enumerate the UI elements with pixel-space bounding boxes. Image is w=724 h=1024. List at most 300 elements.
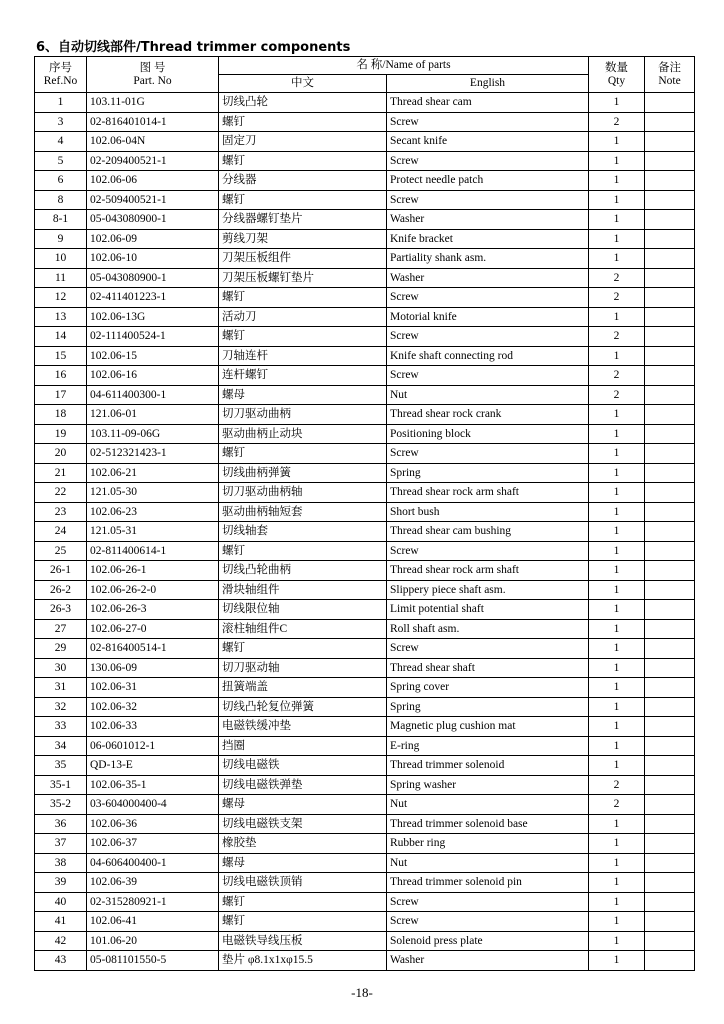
table-row <box>35 951 695 971</box>
name-cn-cell: 垫片 φ8.1x1xφ15.5 <box>219 951 387 971</box>
note-cell <box>645 171 695 191</box>
part-no-cell: 05-043080900-1 <box>87 210 219 230</box>
qty-cell: 2 <box>589 288 645 308</box>
note-cell <box>645 658 695 678</box>
qty-cell: 1 <box>589 658 645 678</box>
name-en-cell: Screw <box>387 327 589 347</box>
ref-no-cell: 31 <box>35 678 87 698</box>
note-cell <box>645 249 695 269</box>
ref-no-cell: 3 <box>35 112 87 132</box>
qty-cell: 1 <box>589 756 645 776</box>
ref-no-cell: 19 <box>35 424 87 444</box>
qty-cell: 1 <box>589 697 645 717</box>
note-cell <box>645 268 695 288</box>
qty-cell: 1 <box>589 541 645 561</box>
note-cell <box>645 229 695 249</box>
part-no-cell: 05-081101550-5 <box>87 951 219 971</box>
name-cn-cell: 螺母 <box>219 853 387 873</box>
name-en-cell: Spring cover <box>387 678 589 698</box>
name-cn-cell: 切刀驱动曲柄 <box>219 405 387 425</box>
name-cn-cell: 螺钉 <box>219 444 387 464</box>
table-row <box>35 483 695 503</box>
note-cell <box>645 834 695 854</box>
qty-cell: 1 <box>589 931 645 951</box>
table-row <box>35 405 695 425</box>
qty-cell: 1 <box>589 171 645 191</box>
qty-cell: 1 <box>589 444 645 464</box>
qty-cell: 1 <box>589 561 645 581</box>
qty-cell: 1 <box>589 580 645 600</box>
table-row <box>35 678 695 698</box>
note-cell <box>645 697 695 717</box>
ref-no-cell: 23 <box>35 502 87 522</box>
part-no-cell: 02-816401014-1 <box>87 112 219 132</box>
part-no-cell: 121.06-01 <box>87 405 219 425</box>
table-row <box>35 814 695 834</box>
name-en-cell: Rubber ring <box>387 834 589 854</box>
ref-no-cell: 27 <box>35 619 87 639</box>
table-row <box>35 385 695 405</box>
qty-cell: 2 <box>589 795 645 815</box>
part-no-cell: 102.06-16 <box>87 366 219 386</box>
name-cn-cell: 切线电磁铁支架 <box>219 814 387 834</box>
name-cn-cell: 分线器螺钉垫片 <box>219 210 387 230</box>
name-cn-cell: 螺钉 <box>219 541 387 561</box>
ref-no-cell: 43 <box>35 951 87 971</box>
ref-no-cell: 38 <box>35 853 87 873</box>
name-en-cell: Screw <box>387 288 589 308</box>
qty-cell: 1 <box>589 912 645 932</box>
name-cn-cell: 螺钉 <box>219 151 387 171</box>
note-cell <box>645 463 695 483</box>
ref-no-cell: 18 <box>35 405 87 425</box>
header-part-cn: 图 号 <box>139 61 166 74</box>
part-no-cell: 02-411401223-1 <box>87 288 219 308</box>
table-row <box>35 892 695 912</box>
qty-cell: 1 <box>589 639 645 659</box>
note-cell <box>645 522 695 542</box>
table-row <box>35 307 695 327</box>
part-no-cell: 102.06-21 <box>87 463 219 483</box>
ref-no-cell: 40 <box>35 892 87 912</box>
ref-no-cell: 26-1 <box>35 561 87 581</box>
part-no-cell: 04-606400400-1 <box>87 853 219 873</box>
name-cn-cell: 切线轴套 <box>219 522 387 542</box>
name-en-cell: Thread trimmer solenoid <box>387 756 589 776</box>
name-cn-cell: 驱动曲柄止动块 <box>219 424 387 444</box>
table-row <box>35 463 695 483</box>
name-cn-cell: 扭簧端盖 <box>219 678 387 698</box>
note-cell <box>645 931 695 951</box>
ref-no-cell: 13 <box>35 307 87 327</box>
part-no-cell: 103.11-01G <box>87 93 219 113</box>
parts-table <box>34 56 695 971</box>
qty-cell: 1 <box>589 522 645 542</box>
table-row <box>35 600 695 620</box>
ref-no-cell: 35-2 <box>35 795 87 815</box>
table-row <box>35 444 695 464</box>
ref-no-cell: 32 <box>35 697 87 717</box>
part-no-cell: 102.06-41 <box>87 912 219 932</box>
name-en-cell: Spring washer <box>387 775 589 795</box>
table-row <box>35 580 695 600</box>
page-title: 6、自动切线部件/Thread trimmer components <box>36 40 351 55</box>
name-en-cell: Magnetic plug cushion mat <box>387 717 589 737</box>
part-no-cell: 130.06-09 <box>87 658 219 678</box>
part-no-cell: 02-209400521-1 <box>87 151 219 171</box>
name-en-cell: Screw <box>387 112 589 132</box>
table-row <box>35 717 695 737</box>
table-row <box>35 268 695 288</box>
header-qty-en: Qty <box>607 74 626 87</box>
part-no-cell: 102.06-26-1 <box>87 561 219 581</box>
name-en-cell: Spring <box>387 463 589 483</box>
name-en-cell: Positioning block <box>387 424 589 444</box>
name-en-cell: Slippery piece shaft asm. <box>387 580 589 600</box>
name-cn-cell: 电磁铁导线压板 <box>219 931 387 951</box>
note-cell <box>645 366 695 386</box>
ref-no-cell: 10 <box>35 249 87 269</box>
qty-cell: 1 <box>589 210 645 230</box>
table-row <box>35 834 695 854</box>
table-row <box>35 171 695 191</box>
name-en-cell: Nut <box>387 385 589 405</box>
table-row <box>35 229 695 249</box>
part-no-cell: 02-315280921-1 <box>87 892 219 912</box>
qty-cell: 1 <box>589 678 645 698</box>
part-no-cell: 103.11-09-06G <box>87 424 219 444</box>
note-cell <box>645 912 695 932</box>
ref-no-cell: 34 <box>35 736 87 756</box>
name-cn-cell: 切线凸轮复位弹簧 <box>219 697 387 717</box>
name-en-cell: Spring <box>387 697 589 717</box>
name-en-cell: Nut <box>387 853 589 873</box>
name-en-cell: Solenoid press plate <box>387 931 589 951</box>
ref-no-cell: 8 <box>35 190 87 210</box>
qty-cell: 1 <box>589 463 645 483</box>
ref-no-cell: 14 <box>35 327 87 347</box>
header-name-en: English <box>387 75 589 93</box>
name-en-cell: Motorial knife <box>387 307 589 327</box>
name-en-cell: Thread shear cam bushing <box>387 522 589 542</box>
table-row <box>35 346 695 366</box>
table-row <box>35 522 695 542</box>
table-row <box>35 756 695 776</box>
name-cn-cell: 螺钉 <box>219 327 387 347</box>
ref-no-cell: 9 <box>35 229 87 249</box>
qty-cell: 1 <box>589 736 645 756</box>
name-cn-cell: 螺钉 <box>219 639 387 659</box>
note-cell <box>645 892 695 912</box>
name-cn-cell: 切线凸轮 <box>219 93 387 113</box>
name-en-cell: Knife shaft connecting rod <box>387 346 589 366</box>
name-en-cell: Partiality shank asm. <box>387 249 589 269</box>
name-en-cell: Washer <box>387 268 589 288</box>
name-cn-cell: 切刀驱动曲柄轴 <box>219 483 387 503</box>
name-cn-cell: 螺钉 <box>219 190 387 210</box>
ref-no-cell: 12 <box>35 288 87 308</box>
qty-cell: 1 <box>589 853 645 873</box>
name-en-cell: Thread shear rock crank <box>387 405 589 425</box>
note-cell <box>645 288 695 308</box>
table-row <box>35 873 695 893</box>
part-no-cell: 102.06-15 <box>87 346 219 366</box>
name-en-cell: Washer <box>387 951 589 971</box>
name-en-cell: Screw <box>387 892 589 912</box>
note-cell <box>645 307 695 327</box>
name-cn-cell: 切线曲柄弹簧 <box>219 463 387 483</box>
note-cell <box>645 853 695 873</box>
qty-cell: 1 <box>589 483 645 503</box>
part-no-cell: 102.06-35-1 <box>87 775 219 795</box>
note-cell <box>645 951 695 971</box>
name-en-cell: Thread shear cam <box>387 93 589 113</box>
table-row <box>35 249 695 269</box>
name-en-cell: Screw <box>387 151 589 171</box>
name-cn-cell: 刀轴连杆 <box>219 346 387 366</box>
table-row <box>35 561 695 581</box>
part-no-cell: 102.06-33 <box>87 717 219 737</box>
header-ref <box>35 57 87 93</box>
qty-cell: 1 <box>589 249 645 269</box>
part-no-cell: 02-111400524-1 <box>87 327 219 347</box>
ref-no-cell: 39 <box>35 873 87 893</box>
part-no-cell: 02-816400514-1 <box>87 639 219 659</box>
name-cn-cell: 活动刀 <box>219 307 387 327</box>
table-row <box>35 93 695 113</box>
ref-no-cell: 20 <box>35 444 87 464</box>
part-no-cell: QD-13-E <box>87 756 219 776</box>
qty-cell: 1 <box>589 307 645 327</box>
part-no-cell: 102.06-39 <box>87 873 219 893</box>
name-en-cell: Washer <box>387 210 589 230</box>
table-row <box>35 795 695 815</box>
table-row <box>35 736 695 756</box>
qty-cell: 1 <box>589 892 645 912</box>
ref-no-cell: 24 <box>35 522 87 542</box>
part-no-cell: 121.05-31 <box>87 522 219 542</box>
note-cell <box>645 756 695 776</box>
qty-cell: 1 <box>589 424 645 444</box>
ref-no-cell: 6 <box>35 171 87 191</box>
name-cn-cell: 切线电磁铁弹垫 <box>219 775 387 795</box>
ref-no-cell: 29 <box>35 639 87 659</box>
name-cn-cell: 切线凸轮曲柄 <box>219 561 387 581</box>
ref-no-cell: 15 <box>35 346 87 366</box>
qty-cell: 2 <box>589 385 645 405</box>
table-row <box>35 366 695 386</box>
header-part-en: Part. No <box>133 74 172 87</box>
name-cn-cell: 切刀驱动轴 <box>219 658 387 678</box>
part-no-cell: 04-611400300-1 <box>87 385 219 405</box>
note-cell <box>645 424 695 444</box>
name-cn-cell: 切线限位轴 <box>219 600 387 620</box>
qty-cell: 1 <box>589 834 645 854</box>
part-no-cell: 102.06-09 <box>87 229 219 249</box>
name-cn-cell: 剪线刀架 <box>219 229 387 249</box>
part-no-cell: 102.06-13G <box>87 307 219 327</box>
qty-cell: 1 <box>589 229 645 249</box>
table-row <box>35 210 695 230</box>
name-en-cell: Knife bracket <box>387 229 589 249</box>
name-cn-cell: 刀架压板组件 <box>219 249 387 269</box>
header-name-cn: 中文 <box>219 75 387 93</box>
part-no-cell: 102.06-36 <box>87 814 219 834</box>
ref-no-cell: 26-2 <box>35 580 87 600</box>
name-en-cell: Short bush <box>387 502 589 522</box>
part-no-cell: 121.05-30 <box>87 483 219 503</box>
note-cell <box>645 405 695 425</box>
name-cn-cell: 连杆螺钉 <box>219 366 387 386</box>
name-en-cell: Protect needle patch <box>387 171 589 191</box>
table-row <box>35 775 695 795</box>
header-note <box>645 57 695 93</box>
ref-no-cell: 35-1 <box>35 775 87 795</box>
name-en-cell: Screw <box>387 639 589 659</box>
note-cell <box>645 502 695 522</box>
name-cn-cell: 切线电磁铁顶销 <box>219 873 387 893</box>
qty-cell: 1 <box>589 405 645 425</box>
name-cn-cell: 固定刀 <box>219 132 387 152</box>
name-cn-cell: 螺钉 <box>219 112 387 132</box>
part-no-cell: 102.06-37 <box>87 834 219 854</box>
note-cell <box>645 93 695 113</box>
name-cn-cell: 挡圈 <box>219 736 387 756</box>
note-cell <box>645 483 695 503</box>
ref-no-cell: 21 <box>35 463 87 483</box>
name-cn-cell: 切线电磁铁 <box>219 756 387 776</box>
part-no-cell: 02-512321423-1 <box>87 444 219 464</box>
name-en-cell: Nut <box>387 795 589 815</box>
qty-cell: 1 <box>589 132 645 152</box>
note-cell <box>645 210 695 230</box>
ref-no-cell: 5 <box>35 151 87 171</box>
ref-no-cell: 16 <box>35 366 87 386</box>
name-cn-cell: 螺钉 <box>219 892 387 912</box>
table-row <box>35 853 695 873</box>
header-qty-cn: 数量 <box>605 61 628 74</box>
name-cn-cell: 螺母 <box>219 385 387 405</box>
name-cn-cell: 电磁铁缓冲垫 <box>219 717 387 737</box>
header-ref-cn: 序号 <box>49 61 72 74</box>
qty-cell: 1 <box>589 951 645 971</box>
table-header <box>35 57 695 93</box>
name-en-cell: Thread shear rock arm shaft <box>387 561 589 581</box>
table-row <box>35 112 695 132</box>
qty-cell: 1 <box>589 346 645 366</box>
table-row <box>35 502 695 522</box>
qty-cell: 1 <box>589 151 645 171</box>
name-en-cell: Screw <box>387 912 589 932</box>
name-en-cell: Thread trimmer solenoid pin <box>387 873 589 893</box>
note-cell <box>645 795 695 815</box>
part-no-cell: 102.06-23 <box>87 502 219 522</box>
part-no-cell: 02-509400521-1 <box>87 190 219 210</box>
part-no-cell: 101.06-20 <box>87 931 219 951</box>
ref-no-cell: 22 <box>35 483 87 503</box>
table-row <box>35 424 695 444</box>
note-cell <box>645 541 695 561</box>
table-row <box>35 658 695 678</box>
qty-cell: 2 <box>589 112 645 132</box>
qty-cell: 1 <box>589 93 645 113</box>
qty-cell: 1 <box>589 600 645 620</box>
table-row <box>35 912 695 932</box>
page-number: -18- <box>351 985 373 1000</box>
ref-no-cell: 35 <box>35 756 87 776</box>
table-row <box>35 288 695 308</box>
part-no-cell: 102.06-04N <box>87 132 219 152</box>
qty-cell: 1 <box>589 717 645 737</box>
name-cn-cell: 滑块轴组件 <box>219 580 387 600</box>
qty-cell: 1 <box>589 814 645 834</box>
note-cell <box>645 678 695 698</box>
part-no-cell: 03-604000400-4 <box>87 795 219 815</box>
note-cell <box>645 873 695 893</box>
note-cell <box>645 151 695 171</box>
ref-no-cell: 30 <box>35 658 87 678</box>
table-row <box>35 697 695 717</box>
table-row <box>35 639 695 659</box>
note-cell <box>645 814 695 834</box>
part-no-cell: 102.06-26-3 <box>87 600 219 620</box>
qty-cell: 2 <box>589 327 645 347</box>
note-cell <box>645 600 695 620</box>
ref-no-cell: 26-3 <box>35 600 87 620</box>
qty-cell: 2 <box>589 775 645 795</box>
ref-no-cell: 33 <box>35 717 87 737</box>
note-cell <box>645 112 695 132</box>
table-row <box>35 190 695 210</box>
name-en-cell: Screw <box>387 541 589 561</box>
note-cell <box>645 444 695 464</box>
qty-cell: 1 <box>589 190 645 210</box>
note-cell <box>645 775 695 795</box>
name-en-cell: Screw <box>387 190 589 210</box>
name-cn-cell: 螺钉 <box>219 288 387 308</box>
note-cell <box>645 327 695 347</box>
name-en-cell: Limit potential shaft <box>387 600 589 620</box>
table-row <box>35 327 695 347</box>
ref-no-cell: 41 <box>35 912 87 932</box>
name-en-cell: Roll shaft asm. <box>387 619 589 639</box>
part-no-cell: 102.06-32 <box>87 697 219 717</box>
table-row <box>35 132 695 152</box>
part-no-cell: 02-811400614-1 <box>87 541 219 561</box>
name-en-cell: E-ring <box>387 736 589 756</box>
name-cn-cell: 驱动曲柄轴短套 <box>219 502 387 522</box>
ref-no-cell: 37 <box>35 834 87 854</box>
note-cell <box>645 561 695 581</box>
note-cell <box>645 346 695 366</box>
note-cell <box>645 736 695 756</box>
qty-cell: 2 <box>589 268 645 288</box>
name-en-cell: Screw <box>387 444 589 464</box>
name-cn-cell: 分线器 <box>219 171 387 191</box>
table-row <box>35 619 695 639</box>
ref-no-cell: 17 <box>35 385 87 405</box>
table-row <box>35 931 695 951</box>
note-cell <box>645 190 695 210</box>
name-cn-cell: 滚柱轴组件C <box>219 619 387 639</box>
name-cn-cell: 刀架压板螺钉垫片 <box>219 268 387 288</box>
table-row <box>35 541 695 561</box>
name-en-cell: Thread shear shaft <box>387 658 589 678</box>
header-note-en: Note <box>658 74 681 87</box>
part-no-cell: 102.06-10 <box>87 249 219 269</box>
part-no-cell: 102.06-31 <box>87 678 219 698</box>
ref-no-cell: 4 <box>35 132 87 152</box>
